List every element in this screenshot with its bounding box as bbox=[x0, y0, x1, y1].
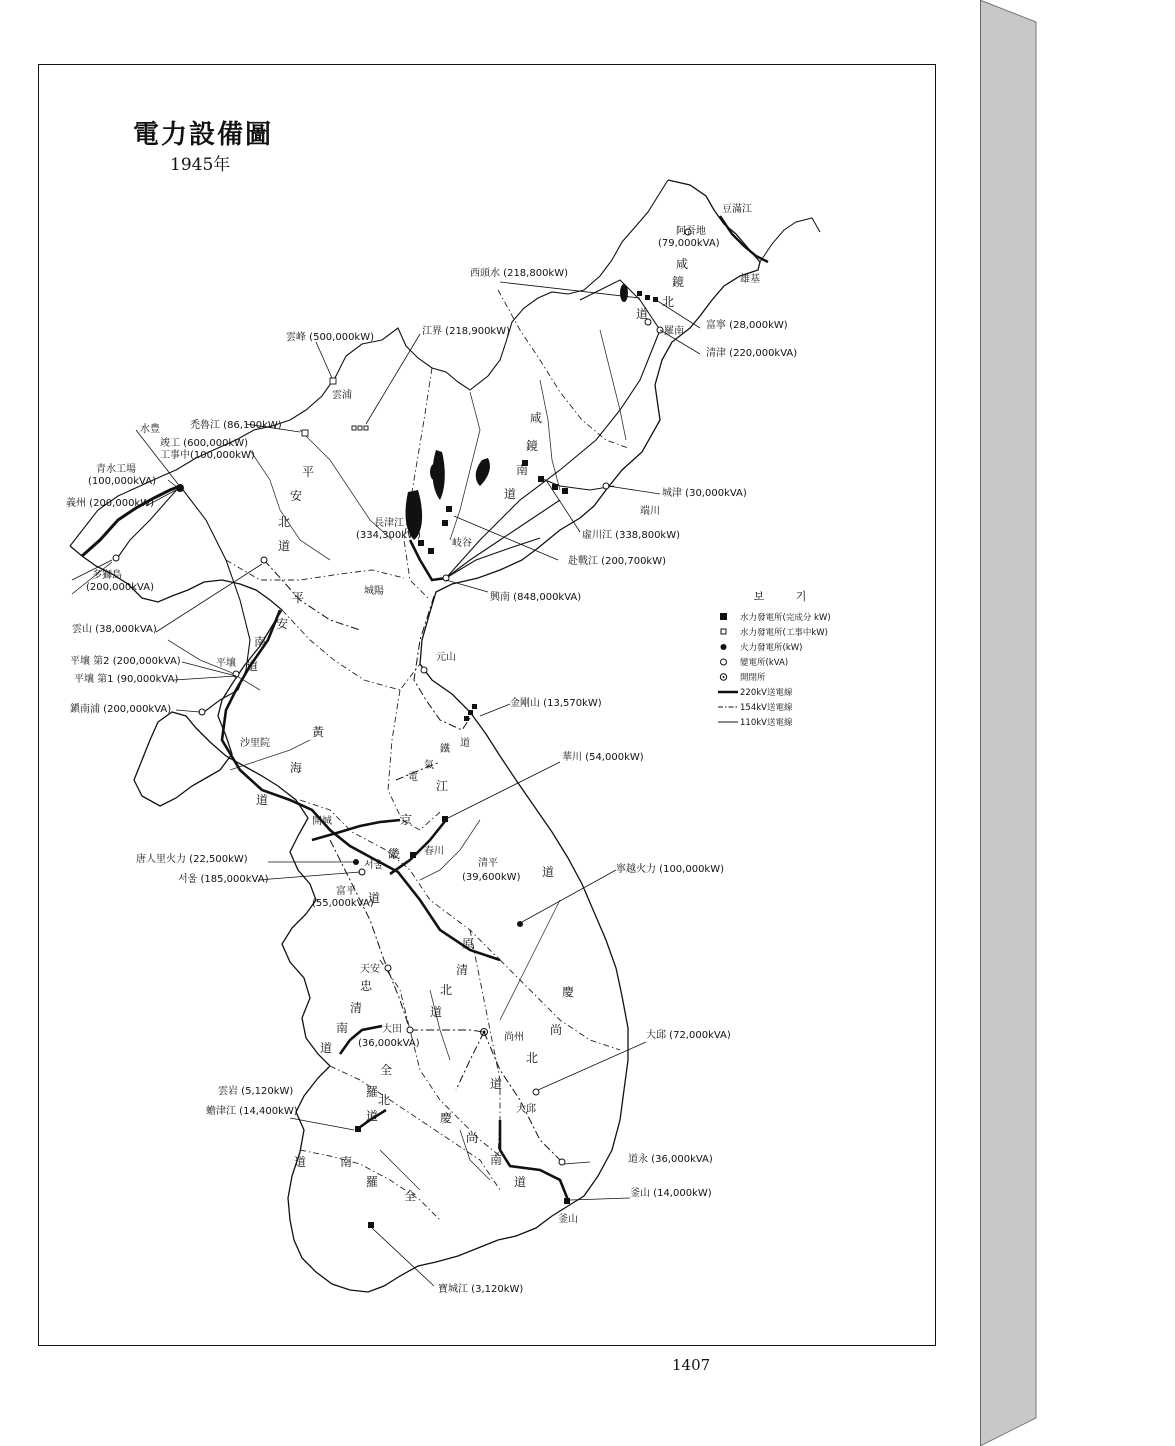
prov-char: 全 bbox=[404, 1189, 417, 1203]
yalu-river-line bbox=[82, 486, 180, 556]
prov-char: 全 bbox=[380, 1063, 393, 1077]
transmission-110kv bbox=[116, 280, 660, 712]
legend-label: 變電所(kVA) bbox=[740, 657, 789, 668]
legend-label: 水力發電所(完成分 kW) bbox=[740, 612, 831, 623]
label-busan: 釜山 bbox=[558, 1214, 578, 1225]
label-seoul: 서울 (185,000kVA) bbox=[178, 874, 269, 885]
label-agoji: 阿吾地 bbox=[676, 226, 706, 237]
prov-char: 咸 bbox=[530, 411, 543, 425]
legend-label: 110kV送電線 bbox=[740, 717, 793, 728]
legend-thermal-icon bbox=[721, 644, 727, 650]
prov-char: 原 bbox=[462, 937, 475, 951]
label-cheongjin: 清津 (220,000kVA) bbox=[706, 348, 798, 359]
substations bbox=[113, 229, 691, 1165]
label-wonsan: 元山 bbox=[436, 652, 456, 663]
label-cheonan: 天安 bbox=[360, 964, 380, 975]
legend-label: 水力發電所(工事中kW) bbox=[740, 627, 828, 638]
label-heocheongang: 虛川江 (338,800kW) bbox=[582, 530, 681, 541]
label-kaesong: 開城 bbox=[312, 816, 332, 827]
label-cheongsu: 青水工場 bbox=[96, 464, 136, 475]
legend-label: 開閉所 bbox=[740, 672, 766, 683]
legend-title: 보 기 bbox=[753, 590, 821, 603]
prov-char: 道 bbox=[504, 487, 517, 501]
prov-char: 鏡 bbox=[526, 439, 539, 453]
prov-char: 北 bbox=[278, 515, 291, 529]
label-ganggye: 江界 (218,900kW) bbox=[422, 326, 511, 337]
label-chuncheon: 春川 bbox=[424, 846, 444, 857]
label-daegu-capacity: 大邱 (72,000kVA) bbox=[646, 1030, 731, 1041]
prov-char: 道 bbox=[490, 1077, 503, 1091]
label-unsan: 雲山 (38,000kVA) bbox=[72, 624, 157, 635]
label-busan-capacity: 釜山 (14,000kW) bbox=[630, 1188, 712, 1199]
prov-char: 安 bbox=[276, 617, 289, 631]
province-jeolla-south bbox=[294, 1154, 416, 1203]
province-gyeongsang-south bbox=[440, 1111, 526, 1189]
prov-char: 道 bbox=[256, 793, 269, 807]
label-doyeong: 道永 (36,000kVA) bbox=[628, 1154, 713, 1165]
prov-char: 清 bbox=[456, 963, 469, 977]
prov-char: 羅 bbox=[366, 1175, 379, 1189]
province-gyeongsang-north bbox=[490, 985, 574, 1091]
label-supung-complete: 竣工 (600,000kW) bbox=[160, 438, 249, 449]
legend-label: 154kV送電線 bbox=[740, 702, 793, 713]
prov-char: 道 bbox=[542, 865, 555, 879]
legend-switching-icon bbox=[720, 673, 726, 679]
prov-char: 南 bbox=[516, 463, 529, 477]
prov-char: 道 bbox=[366, 1109, 379, 1123]
legend-row bbox=[718, 715, 792, 728]
prov-char: 鏡 bbox=[672, 275, 685, 289]
label-cheongpyeong: 清平 bbox=[478, 858, 498, 869]
prov-char: 海 bbox=[290, 761, 303, 775]
prov-char: 電 bbox=[408, 772, 418, 783]
prov-char: 道 bbox=[278, 539, 291, 553]
label-geumgangsan: 金剛山 (13,570kW) bbox=[510, 698, 602, 709]
label-uiju: 義州 (200,000kW) bbox=[66, 498, 155, 509]
label-dangin: 唐人里火力 (22,500kW) bbox=[136, 854, 248, 865]
province-hwanghae bbox=[256, 724, 325, 807]
prov-char: 道 bbox=[320, 1041, 333, 1055]
label-unam: 雲岩 (5,120kW) bbox=[218, 1086, 294, 1097]
legend-substation-icon bbox=[721, 659, 727, 665]
prov-char: 平 bbox=[302, 465, 315, 479]
label-jinnampo: 鎭南浦 (200,000kVA) bbox=[70, 704, 172, 715]
east-coast-detail bbox=[760, 218, 820, 262]
transmission-220kv bbox=[222, 540, 568, 1200]
label-pyongyang1: 平壤 第1 (90,000kVA) bbox=[74, 674, 179, 685]
label-jangjingang: 長津江 bbox=[374, 518, 404, 529]
legend-row bbox=[718, 655, 788, 668]
label-heungnam: 興南 (848,000kVA) bbox=[490, 592, 582, 603]
label-unpo: 雲浦 bbox=[332, 390, 352, 401]
label-bupyeong: 富平 bbox=[336, 886, 356, 897]
transmission-154kv bbox=[264, 560, 563, 1160]
label-daejeon: 大田 bbox=[382, 1024, 402, 1035]
label-hwacheon: 華川 (54,000kW) bbox=[562, 752, 644, 763]
prov-char: 鐵 bbox=[440, 744, 450, 755]
legend-label: 火力發電所(kW) bbox=[740, 642, 803, 653]
legend-row bbox=[718, 685, 792, 698]
label-sangju: 尚州 bbox=[504, 1032, 524, 1043]
hydro-plants-construction bbox=[302, 378, 368, 436]
prov-char: 尚 bbox=[466, 1131, 479, 1145]
coastline bbox=[70, 180, 760, 1292]
label-cheongpyeong-capacity: (39,600kW) bbox=[462, 872, 521, 883]
reservoirs bbox=[406, 284, 628, 540]
label-seongyang: 城陽 bbox=[364, 586, 384, 597]
prov-char: 氣 bbox=[424, 760, 434, 771]
map-title: 電力設備圖 bbox=[133, 120, 274, 150]
province-pyongan-north bbox=[278, 465, 314, 553]
province-chungcheong-south bbox=[320, 1000, 362, 1055]
prov-char: 京 bbox=[400, 813, 413, 827]
label-boseonggang: 寶城江 (3,120kW) bbox=[438, 1284, 524, 1295]
label-dasado: 多獅島 bbox=[92, 570, 122, 581]
label-seomjingang: 蟾津江 (14,400kW) bbox=[206, 1106, 298, 1117]
label-electric-railway bbox=[408, 736, 470, 783]
label-nanam: 羅南 bbox=[664, 326, 684, 337]
prov-char: 道 bbox=[460, 738, 470, 749]
label-pyongyang: 平壤 bbox=[216, 658, 236, 669]
label-supung: 水豊 bbox=[140, 424, 160, 435]
legend-hydro-construction-icon bbox=[721, 629, 726, 634]
legend-row bbox=[718, 670, 766, 683]
prov-char: 畿 bbox=[388, 847, 401, 861]
legend-row bbox=[718, 700, 792, 713]
leader-lines bbox=[72, 282, 700, 1286]
prov-char: 道 bbox=[246, 659, 259, 673]
prov-char: 道 bbox=[368, 891, 381, 905]
label-toknogang: 禿魯江 (86,100kW) bbox=[190, 420, 282, 431]
label-tumen-river: 豆滿江 bbox=[722, 204, 752, 215]
prov-char: 慶 bbox=[440, 1111, 453, 1125]
label-agoji-capacity: (79,000kVA) bbox=[658, 238, 720, 249]
label-bupyeong-capacity: (55,000kVA) bbox=[312, 898, 374, 909]
prov-char: 南 bbox=[254, 635, 267, 649]
legend-row bbox=[718, 610, 831, 623]
label-daegu: 大邱 bbox=[516, 1104, 536, 1115]
prov-char: 咸 bbox=[676, 257, 689, 271]
northern-border bbox=[70, 180, 668, 546]
province-labels bbox=[246, 256, 688, 1203]
prov-char: 江 bbox=[436, 779, 449, 793]
prov-char: 道 bbox=[514, 1175, 527, 1189]
label-gisang: 岐谷 bbox=[452, 538, 472, 549]
legend-row bbox=[718, 625, 828, 638]
label-unggi: 雄基 bbox=[740, 274, 760, 285]
prov-char: 慶 bbox=[562, 985, 575, 999]
label-jangjingang-capacity: (334,300kW) bbox=[356, 530, 421, 541]
prov-char: 忠 bbox=[360, 979, 373, 993]
map-subtitle: 1945年 bbox=[170, 155, 231, 175]
page-number: 1407 bbox=[672, 1356, 711, 1374]
label-bujeongang: 赴戰江 (200,700kW) bbox=[568, 556, 667, 567]
label-seodusu: 西頭水 (218,800kW) bbox=[470, 268, 569, 279]
label-seoul-city: 서울 bbox=[364, 860, 384, 871]
facility-labels bbox=[66, 202, 797, 1295]
prov-char: 南 bbox=[336, 1021, 349, 1035]
label-dasado-capacity: (200,000kVA) bbox=[86, 582, 154, 593]
province-pyongan-south bbox=[246, 591, 304, 673]
prov-char: 北 bbox=[662, 295, 675, 309]
label-danchon: 端川 bbox=[640, 506, 660, 517]
prov-char: 安 bbox=[290, 489, 303, 503]
label-buryeong: 富寧 (28,000kW) bbox=[706, 320, 788, 331]
legend-row bbox=[718, 640, 802, 653]
legend-hydro-complete-icon bbox=[720, 613, 727, 620]
prov-char: 清 bbox=[350, 1001, 363, 1015]
label-unbong: 雲峰 (500,000kW) bbox=[286, 332, 375, 343]
prov-char: 道 bbox=[430, 1005, 443, 1019]
label-pyongyang2: 平壤 第2 (200,000kVA) bbox=[70, 656, 181, 667]
prov-char: 北 bbox=[526, 1051, 539, 1065]
province-hamgyong-north bbox=[636, 256, 688, 321]
label-yeongwol: 寧越火力 (100,000kW) bbox=[616, 864, 725, 875]
label-cheongsu-capacity: (100,000kVA) bbox=[88, 476, 156, 487]
label-daejeon-capacity: (36,000kVA) bbox=[358, 1038, 420, 1049]
prov-char: 北 bbox=[440, 983, 453, 997]
label-seongjin: 城津 (30,000kVA) bbox=[662, 488, 747, 499]
label-sariwon: 沙里院 bbox=[240, 738, 270, 749]
prov-char: 南 bbox=[490, 1153, 503, 1167]
prov-char: 道 bbox=[294, 1155, 307, 1169]
prov-char: 羅 bbox=[366, 1085, 379, 1099]
prov-char: 平 bbox=[292, 591, 305, 605]
prov-char: 黃 bbox=[312, 725, 325, 739]
prov-char: 尚 bbox=[550, 1023, 563, 1037]
prov-char: 南 bbox=[340, 1155, 353, 1169]
tumen-river bbox=[720, 216, 768, 262]
legend bbox=[714, 608, 860, 730]
legend-label: 220kV送電線 bbox=[740, 687, 793, 698]
prov-char: 道 bbox=[636, 307, 649, 321]
label-supung-construction: 工事中(100,000kW) bbox=[160, 450, 255, 461]
prov-char: 北 bbox=[378, 1093, 391, 1107]
